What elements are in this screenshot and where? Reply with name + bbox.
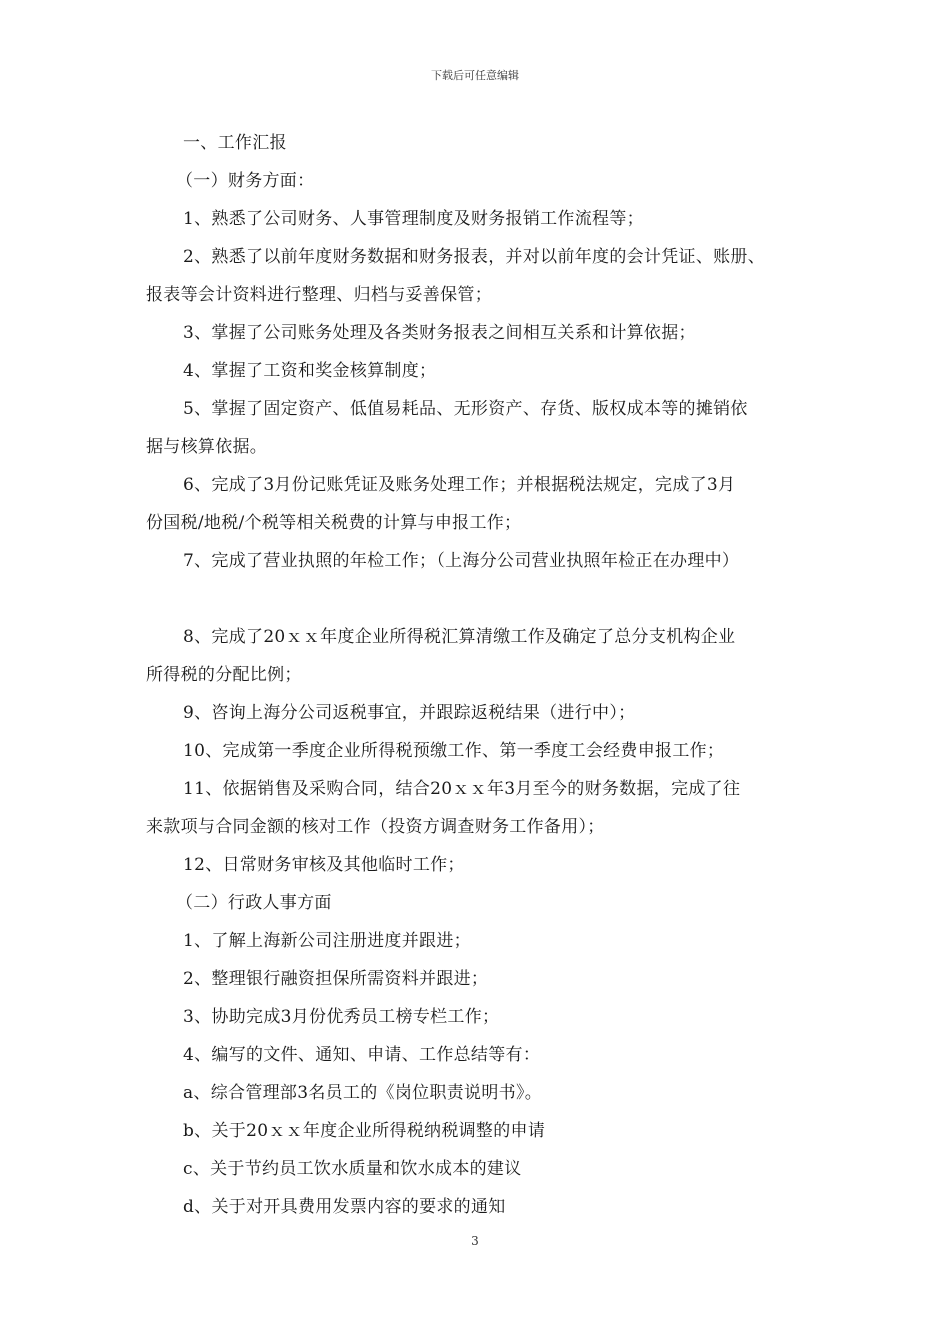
subsection-heading-admin: （二）行政人事方面	[176, 893, 332, 913]
document-body	[146, 124, 826, 1226]
blank-line	[146, 580, 826, 618]
paragraph-line: 2、熟悉了以前年度财务数据和财务报表，并对以前年度的会计凭证、账册、	[183, 247, 766, 267]
paragraph-line: 1、熟悉了公司财务、人事管理制度及财务报销工作流程等；	[183, 209, 644, 229]
paragraph-line: 1、了解上海新公司注册进度并跟进；	[183, 931, 471, 951]
page-number: 3	[471, 1234, 479, 1248]
paragraph-line: 6、完成了3月份记账凭证及账务处理工作；并根据税法规定，完成了3月	[183, 475, 736, 495]
paragraph-line-continued: 所得税的分配比例；	[146, 665, 302, 685]
paragraph-line: 3、协助完成3月份优秀员工榜专栏工作；	[183, 1007, 500, 1027]
paragraph-line: 3、掌握了公司账务处理及各类财务报表之间相互关系和计算依据；	[183, 323, 696, 343]
subsection-heading-finance: （一）财务方面：	[176, 171, 315, 191]
list-item: a、综合管理部3名员工的《岗位职责说明书》。	[183, 1083, 543, 1103]
paragraph-line: 7、完成了营业执照的年检工作；（上海分公司营业执照年检正在办理中）	[183, 551, 740, 571]
paragraph-line: 10、完成第一季度企业所得税预缴工作、第一季度工会经费申报工作；	[183, 741, 725, 761]
paragraph-line: 2、整理银行融资担保所需资料并跟进；	[183, 969, 489, 989]
paragraph-line-continued: 据与核算依据。	[146, 437, 268, 457]
list-item: d、关于对开具费用发票内容的要求的通知	[183, 1197, 506, 1217]
paragraph-line: 9、咨询上海分公司返税事宜，并跟踪返税结果（进行中）；	[183, 703, 636, 723]
paragraph-line: 11、依据销售及采购合同，结合20ｘｘ年3月至今的财务数据，完成了往	[183, 779, 741, 799]
paragraph-line: 4、掌握了工资和奖金核算制度；	[183, 361, 437, 381]
paragraph-line: 5、掌握了固定资产、低值易耗品、无形资产、存货、版权成本等的摊销依	[183, 399, 748, 419]
paragraph-line-continued: 来款项与合同金额的核对工作（投资方调查财务工作备用）；	[146, 817, 605, 837]
paragraph-line: 12、日常财务审核及其他临时工作；	[183, 855, 465, 875]
paragraph-line-continued: 份国税/地税/个税等相关税费的计算与申报工作；	[146, 513, 522, 533]
list-item: b、关于20ｘｘ年度企业所得税纳税调整的申请	[183, 1121, 546, 1141]
list-item: c、关于节约员工饮水质量和饮水成本的建议	[183, 1159, 522, 1179]
section-heading: 一、工作汇报	[183, 133, 287, 153]
paragraph-line: 8、完成了20ｘｘ年度企业所得税汇算清缴工作及确定了总分支机构企业	[183, 627, 736, 647]
page-header: 下载后可任意编辑	[431, 69, 519, 82]
paragraph-line-continued: 报表等会计资料进行整理、归档与妥善保管；	[146, 285, 492, 305]
paragraph-line: 4、编写的文件、通知、申请、工作总结等有：	[183, 1045, 541, 1065]
